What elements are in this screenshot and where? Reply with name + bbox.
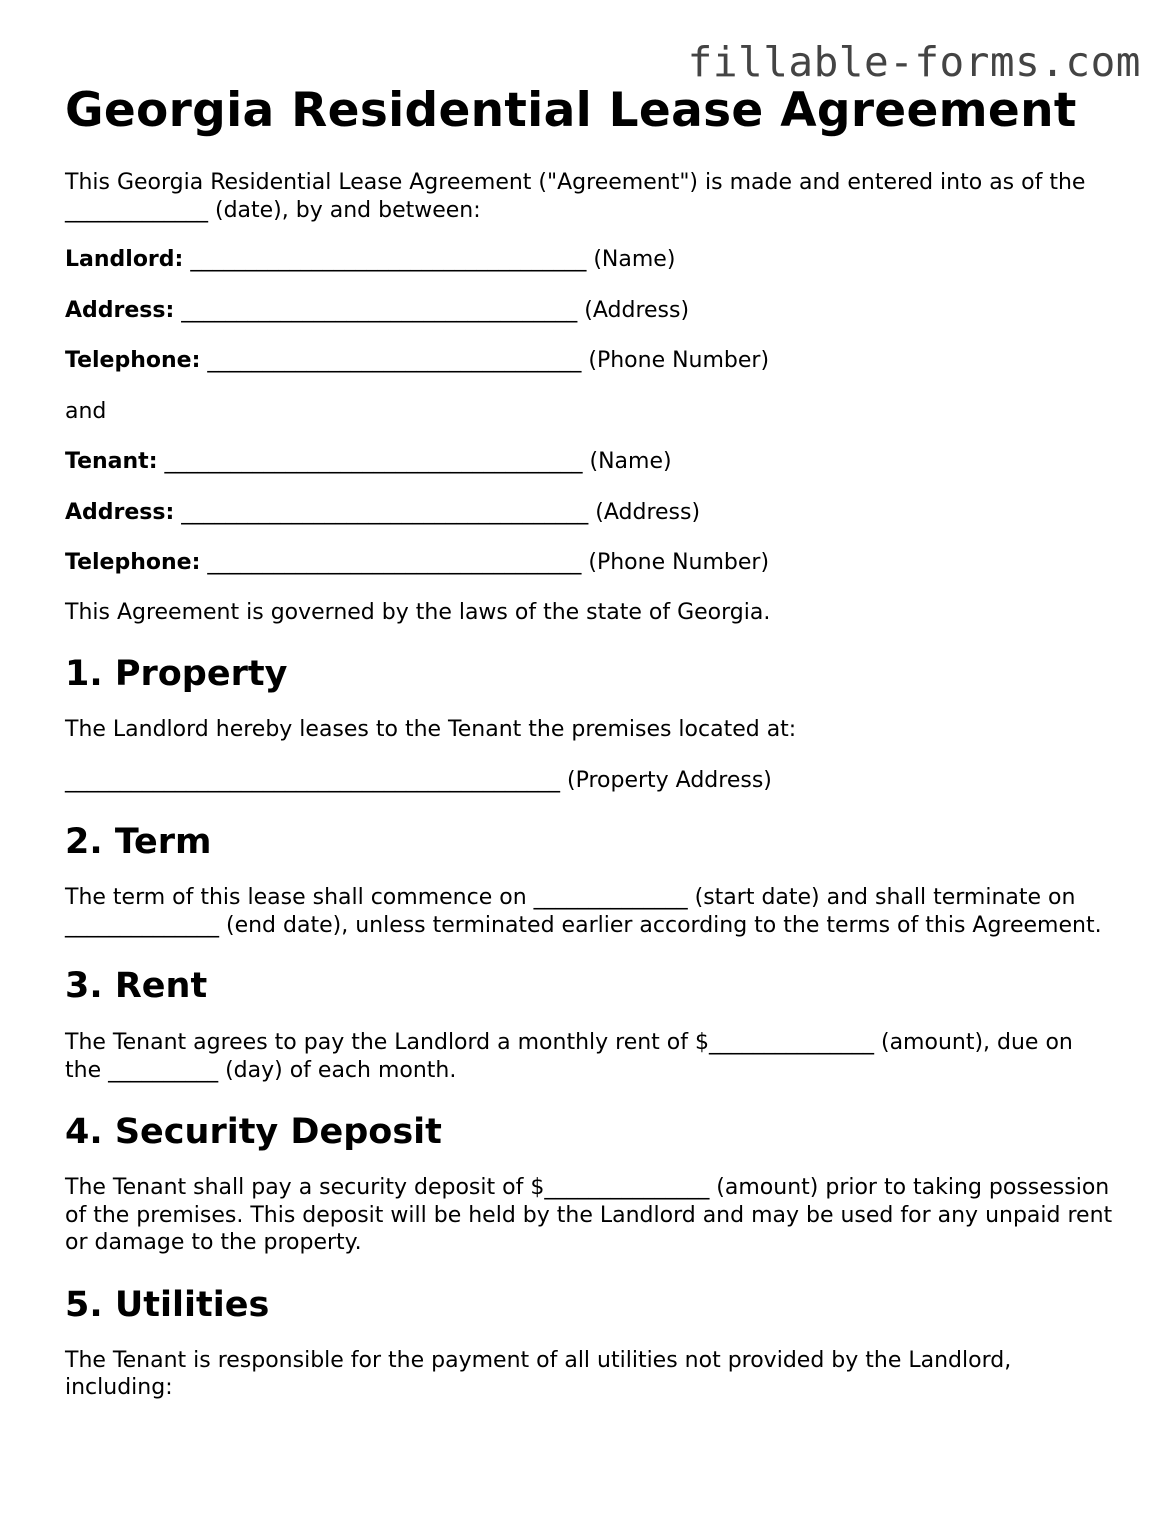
landlord-address-label: Address: bbox=[65, 297, 175, 323]
and-text: and bbox=[65, 398, 107, 424]
section-body-term: The term of this lease shall commence on ______________ (start date) and shall terminate on ______________ (end date), unless terminated earlier according to the terms of this Agreement. bbox=[65, 885, 1102, 938]
tenant-address-label: Address: bbox=[65, 499, 175, 525]
intro-paragraph: This Georgia Residential Lease Agreement ("Agreement") is made and entered into as of the _____________ (date), by and between: bbox=[65, 170, 1086, 223]
landlord-block bbox=[65, 246, 1115, 448]
section-body-deposit: The Tenant shall pay a security deposit of $_______________ (amount) prior to taking possession of the premises. This deposit will be held by the Landlord and may be used for any unpaid rent or damage to the property. bbox=[65, 1175, 1113, 1255]
governing-law-text: This Agreement is governed by the laws of the state of Georgia. bbox=[65, 599, 771, 625]
landlord-address-hint: (Address) bbox=[584, 297, 690, 323]
tenant-name-hint: (Name) bbox=[589, 449, 672, 474]
landlord-phone-hint: (Phone Number) bbox=[588, 348, 770, 373]
landlord-address-row bbox=[65, 297, 1115, 348]
tenant-phone-hint: (Phone Number) bbox=[588, 550, 770, 575]
page-title: Georgia Residential Lease Agreement bbox=[65, 83, 1077, 138]
landlord-name-row bbox=[65, 246, 1115, 297]
landlord-name-hint: (Name) bbox=[593, 247, 676, 272]
landlord-address-blank[interactable]: ____________________________________ bbox=[181, 297, 578, 323]
landlord-phone-label: Telephone: bbox=[65, 348, 201, 373]
section-heading-term: 2. Term bbox=[65, 822, 212, 862]
tenant-block bbox=[65, 448, 1115, 600]
tenant-name-blank[interactable]: ______________________________________ bbox=[164, 449, 583, 474]
tenant-phone-label: Telephone: bbox=[65, 550, 201, 575]
tenant-name-label: Tenant: bbox=[65, 449, 158, 474]
tenant-address-row bbox=[65, 499, 1115, 550]
property-address-line[interactable]: _____________________________________________ (Property Address) bbox=[65, 767, 772, 793]
landlord-phone-blank[interactable]: __________________________________ bbox=[207, 348, 582, 373]
tenant-phone-row bbox=[65, 549, 1115, 600]
section-heading-utilities: 5. Utilities bbox=[65, 1284, 270, 1325]
landlord-phone-row bbox=[65, 347, 1115, 398]
watermark: fillable-forms.com bbox=[687, 38, 1141, 86]
landlord-name-label: Landlord: bbox=[65, 247, 184, 272]
tenant-name-row bbox=[65, 448, 1115, 499]
section-heading-deposit: 4. Security Deposit bbox=[65, 1112, 442, 1152]
section-body-property: The Landlord hereby leases to the Tenant the premises located at: bbox=[65, 717, 797, 742]
landlord-name-blank[interactable]: ____________________________________ bbox=[190, 247, 587, 272]
tenant-phone-blank[interactable]: __________________________________ bbox=[207, 550, 582, 575]
section-heading-rent: 3. Rent bbox=[65, 966, 208, 1006]
tenant-address-blank[interactable]: _____________________________________ bbox=[181, 499, 589, 525]
document-page bbox=[65, 80, 1115, 1402]
section-body-rent: The Tenant agrees to pay the Landlord a monthly rent of $_______________ (amount), due on the __________ (day) of each month. bbox=[65, 1030, 1073, 1083]
section-heading-property: 1. Property bbox=[65, 654, 288, 694]
tenant-address-hint: (Address) bbox=[595, 499, 701, 525]
section-body-utilities: The Tenant is responsible for the payment of all utilities not provided by the Landlord, including: bbox=[65, 1347, 1012, 1400]
